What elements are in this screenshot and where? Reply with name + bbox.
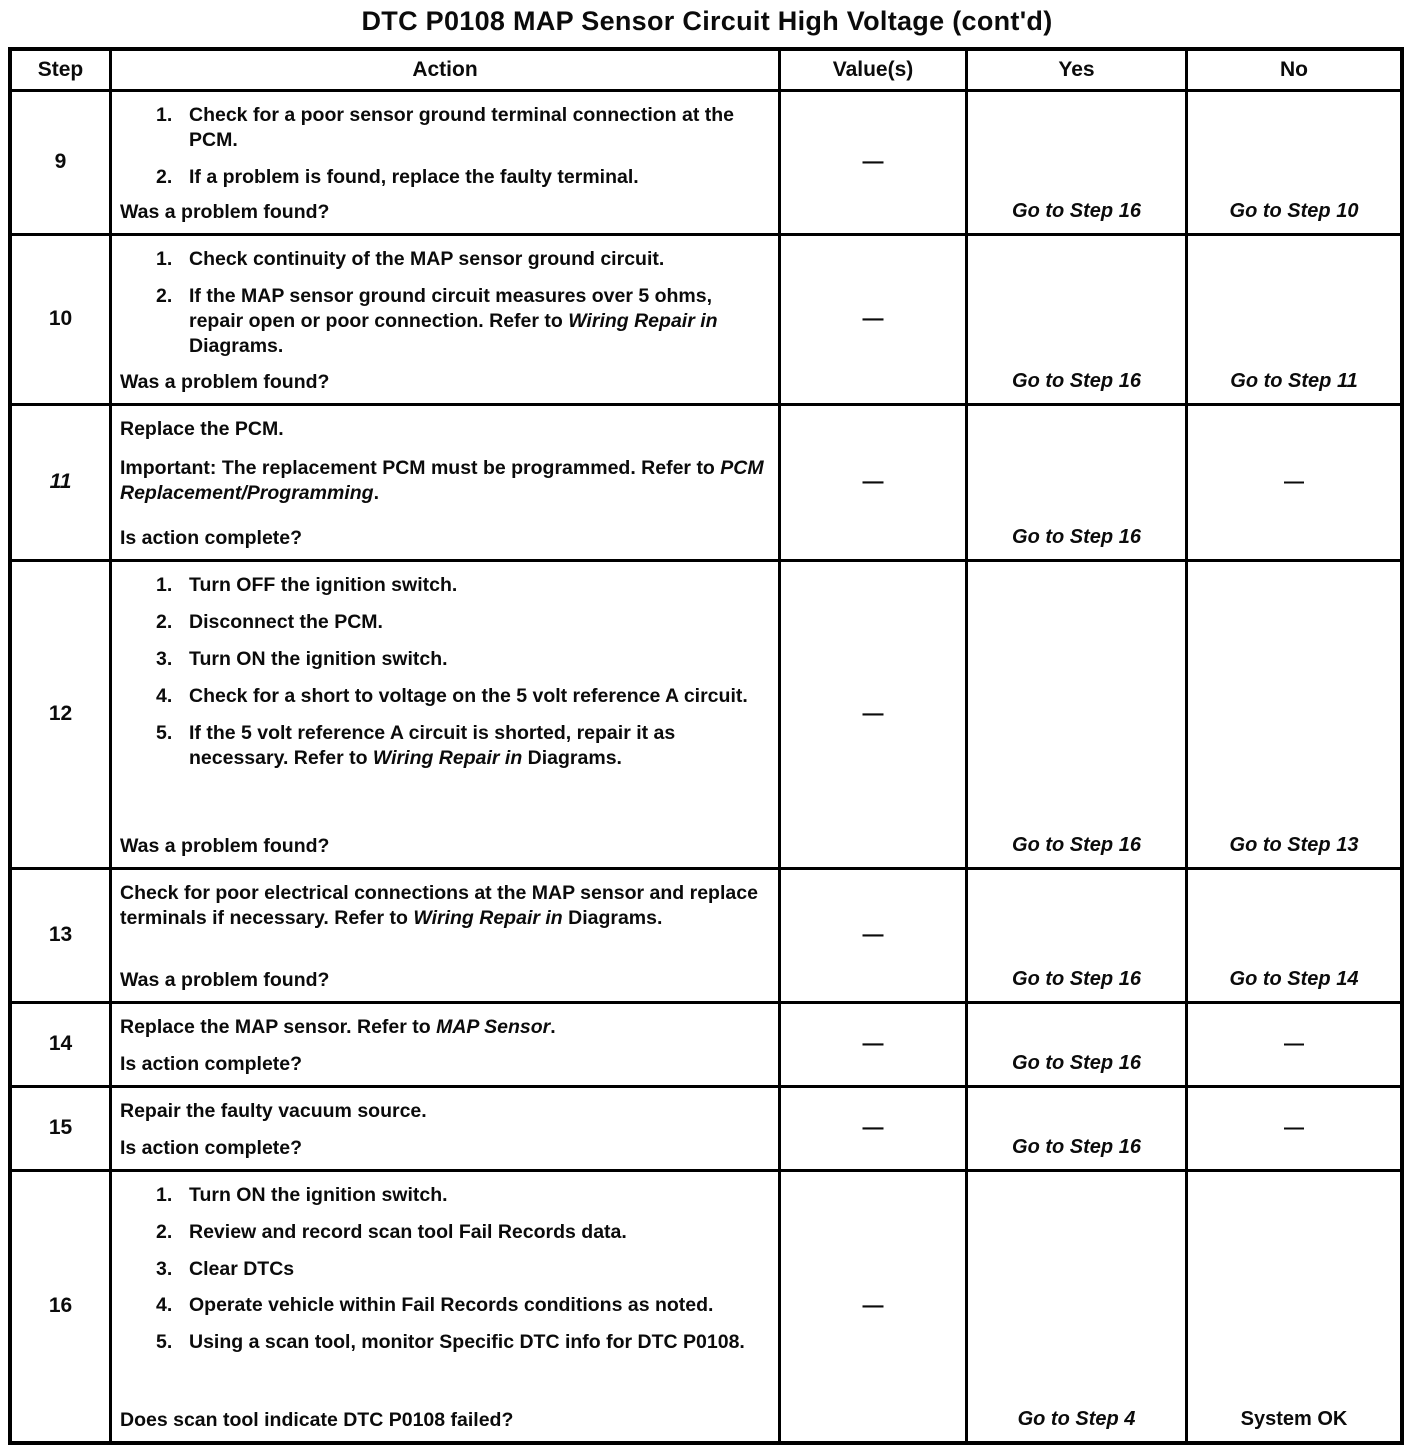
table-row <box>12 233 1400 403</box>
action-numbered-item <box>120 1330 768 1355</box>
action-numbered-item <box>120 647 768 672</box>
action-item-text <box>189 684 768 709</box>
action-cell <box>112 233 781 403</box>
action-item-text <box>189 573 768 598</box>
yes-cell <box>968 1169 1188 1441</box>
value-cell: — <box>781 867 968 1001</box>
column-header-values: Value(s) <box>781 51 968 89</box>
action-text-segment: Check continuity of the MAP sensor ground circuit. <box>189 247 665 270</box>
no-text: Go to Step 10 <box>1229 199 1359 222</box>
action-text-segment: Review and record scan tool Fail Records data. <box>189 1220 627 1243</box>
action-numbered-item <box>120 610 768 635</box>
action-item-number: 2. <box>156 165 173 188</box>
step-number: 9 <box>12 89 112 233</box>
action-item-number: 3. <box>156 647 173 670</box>
value-cell: — <box>781 233 968 403</box>
action-text-segment: Turn ON the ignition switch. <box>189 647 448 670</box>
action-text-segment: Replace the PCM. <box>120 417 284 440</box>
table-row <box>12 559 1400 867</box>
yes-text: Go to Step 16 <box>1012 967 1141 990</box>
yes-text: Go to Step 16 <box>1012 525 1141 548</box>
table-row <box>12 1085 1400 1169</box>
no-cell <box>1188 233 1400 403</box>
yes-cell <box>968 1085 1188 1169</box>
action-text-segment: Check for a poor sensor ground terminal connection at the PCM. <box>189 104 734 151</box>
action-item-number: 5. <box>156 721 173 744</box>
table-row <box>12 867 1400 1001</box>
action-question: Is action complete? <box>120 1052 303 1075</box>
action-item-text <box>189 284 768 359</box>
action-paragraph <box>120 456 768 506</box>
action-item-number: 4. <box>156 684 173 707</box>
action-numbered-item <box>120 1183 768 1208</box>
action-numbered-item <box>120 165 768 190</box>
action-text-segment: If a problem is found, replace the faulty terminal. <box>189 165 639 188</box>
action-cell <box>112 1001 781 1085</box>
value-cell: — <box>781 403 968 559</box>
action-numbered-item <box>120 284 768 359</box>
yes-text: Go to Step 16 <box>1012 1051 1141 1074</box>
action-text-segment: Wiring Repair in <box>413 906 563 929</box>
column-header-action: Action <box>112 51 781 89</box>
no-cell <box>1188 1085 1400 1169</box>
action-item-number: 4. <box>156 1294 173 1317</box>
action-text-segment: . <box>550 1015 556 1038</box>
action-question: Was a problem found? <box>120 200 330 223</box>
action-text-segment: Using a scan tool, monitor Specific DTC info for DTC P0108. <box>189 1331 745 1354</box>
no-text: System OK <box>1240 1407 1348 1430</box>
no-cell <box>1188 403 1400 559</box>
action-text-segment: Repair the faulty vacuum source. <box>120 1099 427 1122</box>
action-numbered-item <box>120 1257 768 1282</box>
action-question: Was a problem found? <box>120 370 330 393</box>
action-item-number: 1. <box>156 104 173 126</box>
yes-cell <box>968 233 1188 403</box>
action-paragraph <box>120 1099 768 1124</box>
action-cell <box>112 1085 781 1169</box>
step-number: 11 <box>12 403 112 559</box>
action-numbered-item <box>120 1220 768 1245</box>
table-row <box>12 403 1400 559</box>
yes-text: Go to Step 16 <box>1012 1135 1141 1158</box>
action-question: Does scan tool indicate DTC P0108 failed? <box>120 1408 514 1431</box>
action-item-text <box>189 1257 768 1282</box>
action-text-segment: Diagrams. <box>189 334 284 357</box>
action-numbered-item <box>120 573 768 598</box>
action-cell <box>112 867 781 1001</box>
yes-cell <box>968 559 1188 867</box>
dtc-diagnostic-table <box>8 47 1404 1445</box>
action-text-segment: Wiring Repair in <box>372 746 523 769</box>
action-text-segment: Operate vehicle within Fail Records conditions as noted. <box>189 1294 714 1317</box>
action-text-segment: Disconnect the PCM. <box>189 610 383 633</box>
page-title: DTC P0108 MAP Sensor Circuit High Voltage (cont'd) <box>361 6 1053 36</box>
action-text-segment: The replacement PCM must be programmed. Refer to <box>216 456 721 479</box>
table-row <box>12 1169 1400 1441</box>
action-paragraph <box>120 1015 768 1040</box>
yes-cell <box>968 403 1188 559</box>
step-number: 12 <box>12 559 112 867</box>
action-question: Is action complete? <box>120 1136 303 1159</box>
yes-text: Go to Step 16 <box>1012 833 1141 856</box>
action-item-number: 2. <box>156 610 173 633</box>
yes-cell <box>968 1001 1188 1085</box>
no-cell <box>1188 1001 1400 1085</box>
action-cell <box>112 559 781 867</box>
action-item-text <box>189 721 768 771</box>
yes-cell <box>968 867 1188 1001</box>
value-cell: — <box>781 1085 968 1169</box>
action-text-segment: If the MAP sensor ground circuit measures over 5 ohms, repair open or poor connection. Refer to <box>189 284 713 332</box>
value-cell: — <box>781 1001 968 1085</box>
action-text-segment: . <box>373 481 379 504</box>
action-text-segment: Diagrams. <box>522 746 622 769</box>
action-item-number: 1. <box>156 573 173 596</box>
action-text-segment: Turn ON the ignition switch. <box>189 1183 448 1206</box>
action-item-text <box>189 1220 768 1245</box>
action-question: Was a problem found? <box>120 968 330 991</box>
action-question: Is action complete? <box>120 526 303 549</box>
action-numbered-item <box>120 721 768 771</box>
action-item-text <box>189 1330 768 1355</box>
action-item-text <box>189 1293 768 1318</box>
action-cell <box>112 1169 781 1441</box>
action-text-segment: Check for poor electrical connections at the MAP sensor and replace terminals if necessary. Refer to <box>120 881 758 929</box>
action-paragraph <box>120 417 768 442</box>
value-cell: — <box>781 559 968 867</box>
no-text: — <box>1284 470 1304 493</box>
column-header-yes: Yes <box>968 51 1188 89</box>
no-text: Go to Step 11 <box>1230 369 1358 392</box>
action-text-segment: Important: <box>120 456 217 479</box>
value-cell: — <box>781 89 968 233</box>
action-item-number: 5. <box>156 1331 173 1354</box>
yes-text: Go to Step 16 <box>1012 369 1141 392</box>
action-text-segment: Wiring Repair in <box>568 309 718 332</box>
action-text-segment: Diagrams. <box>562 906 663 929</box>
table-header-row <box>12 51 1400 89</box>
action-numbered-item <box>120 103 768 153</box>
yes-text: Go to Step 4 <box>1017 1407 1136 1430</box>
no-text: Go to Step 14 <box>1229 967 1359 990</box>
action-text-segment: MAP Sensor <box>436 1015 551 1038</box>
action-text-segment: Check for a short to voltage on the 5 volt reference A circuit. <box>189 684 748 707</box>
action-question: Was a problem found? <box>120 834 330 857</box>
action-item-number: 1. <box>156 1183 173 1206</box>
action-item-number: 2. <box>156 284 173 307</box>
action-numbered-item <box>120 247 768 272</box>
table-body <box>12 89 1400 1441</box>
action-item-text <box>189 1183 768 1208</box>
action-paragraph <box>120 881 768 931</box>
no-cell <box>1188 89 1400 233</box>
table-row <box>12 1001 1400 1085</box>
step-number: 14 <box>12 1001 112 1085</box>
action-text-segment: If the 5 volt reference A circuit is shorted, repair it as necessary. Refer to <box>189 721 676 769</box>
yes-cell <box>968 89 1188 233</box>
no-text: — <box>1284 1032 1304 1055</box>
no-cell <box>1188 1169 1400 1441</box>
step-number: 13 <box>12 867 112 1001</box>
action-cell <box>112 89 781 233</box>
no-text: Go to Step 13 <box>1229 833 1359 856</box>
action-numbered-item <box>120 684 768 709</box>
action-text-segment: Turn OFF the ignition switch. <box>189 573 458 596</box>
action-item-text <box>189 165 768 190</box>
action-item-text <box>189 103 768 153</box>
column-header-no: No <box>1280 58 1308 81</box>
column-header-step: Step <box>12 51 112 89</box>
step-number: 15 <box>12 1085 112 1169</box>
yes-text: Go to Step 16 <box>1012 199 1141 222</box>
value-cell: — <box>781 1169 968 1441</box>
action-item-text <box>189 610 768 635</box>
action-text-segment: Clear DTCs <box>189 1257 295 1280</box>
table-row <box>12 89 1400 233</box>
action-item-text <box>189 647 768 672</box>
no-text: — <box>1284 1116 1304 1139</box>
step-number: 16 <box>12 1169 112 1441</box>
action-numbered-item <box>120 1293 768 1318</box>
action-item-number: 2. <box>156 1220 173 1243</box>
no-cell <box>1188 559 1400 867</box>
action-item-number: 1. <box>156 247 173 270</box>
action-item-text <box>189 247 768 272</box>
action-text-segment: Replace the MAP sensor. Refer to <box>120 1015 437 1038</box>
action-text-segment: PCM Replacement/Programming <box>120 456 764 504</box>
action-item-number: 3. <box>156 1257 173 1280</box>
no-cell <box>1188 867 1400 1001</box>
action-cell <box>112 403 781 559</box>
step-number: 10 <box>12 233 112 403</box>
